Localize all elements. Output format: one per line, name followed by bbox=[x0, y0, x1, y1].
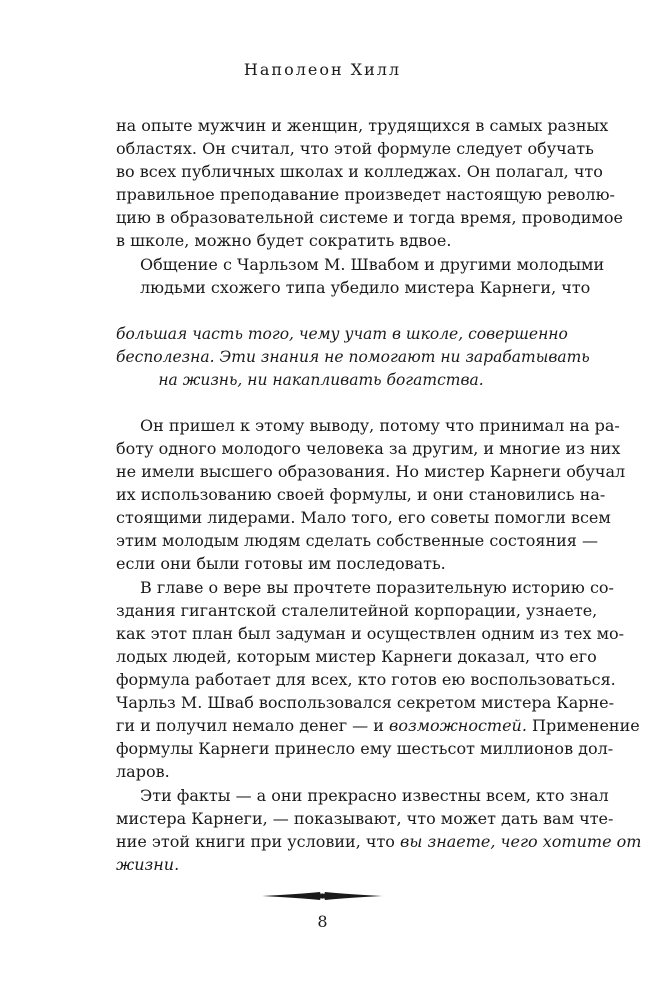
text-line bbox=[116, 853, 526, 876]
text-line: правильное преподавание произведет настоящую револю- bbox=[116, 185, 615, 204]
text-line bbox=[116, 830, 642, 853]
text-line: мистера Карнеги, — показывают, что может дать вам чте- bbox=[116, 809, 614, 828]
text-line: этим молодым людям сделать собственные состояния — bbox=[116, 531, 598, 550]
italic-run: вы знаете, чего хотите от bbox=[400, 832, 642, 851]
text-run: ги и получил немало денег — и bbox=[116, 716, 390, 735]
text-line: областях. Он считал, что этой формуле следует обучать bbox=[116, 139, 594, 158]
italic-run: возможностей. bbox=[389, 716, 527, 735]
text-line: В главе о вере вы прочтете поразительную историю со- bbox=[140, 578, 614, 597]
text-line: их использованию своей формулы, и они становились на- bbox=[116, 485, 606, 504]
page-number: 8 bbox=[317, 912, 328, 931]
quote-line: бесполезна. Эти знания не помогают ни зарабатывать bbox=[116, 348, 590, 366]
text-line: не имели высшего образования. Но мистер Карнеги обучал bbox=[116, 462, 626, 481]
text-line: здания гигантской сталелитейной корпорации, узнаете, bbox=[116, 601, 598, 620]
text-line: лодых людей, которым мистер Карнеги доказал, что его bbox=[116, 647, 597, 666]
text-line: на опыте мужчин и женщин, трудящихся в самых разных bbox=[116, 116, 609, 135]
text-line: формулы Карнеги принесло ему шестьсот миллионов дол- bbox=[116, 739, 614, 758]
text-run: ние этой книги при условии, что bbox=[116, 832, 401, 851]
text-line: Он пришел к этому выводу, потому что принимал на ра- bbox=[140, 416, 620, 435]
text-line: в школе, можно будет сократить вдвое. bbox=[116, 231, 452, 250]
text-line: ларов. bbox=[116, 762, 170, 781]
text-line: если они были готовы им последовать. bbox=[116, 554, 446, 573]
text-line: Чарльз М. Шваб воспользовался секретом мистера Карне- bbox=[116, 693, 615, 712]
quote-line: на жизнь, ни накапливать богатства. bbox=[158, 371, 484, 389]
text-line: стоящими лидерами. Мало того, его советы помогли всем bbox=[116, 508, 611, 527]
running-header: Наполеон Хилл bbox=[243, 60, 402, 79]
text-line: Общение с Чарльзом М. Швабом и другими молодыми bbox=[140, 255, 605, 274]
text-line: боту одного молодого человека за другим, и многие из них bbox=[116, 439, 621, 458]
text-line bbox=[116, 714, 640, 737]
text-line: Эти факты — а они прекрасно известны всем, кто знал bbox=[140, 786, 609, 805]
text-line: людьми схожего типа убедило мистера Карнеги, что bbox=[140, 278, 591, 297]
text-line: как этот план был задуман и осуществлен одним из тех мо- bbox=[116, 624, 625, 643]
text-line: во всех публичных школах и колледжах. Он полагал, что bbox=[116, 162, 603, 181]
quote-line: большая часть того, чему учат в школе, совершенно bbox=[116, 325, 568, 343]
text-run: Применение bbox=[526, 716, 640, 735]
italic-run: жизни. bbox=[116, 855, 180, 874]
ornament-divider bbox=[260, 890, 385, 902]
text-line: цию в образовательной системе и тогда время, проводимое bbox=[116, 208, 623, 227]
text-line: формула работает для всех, кто готов ею воспользоваться. bbox=[116, 670, 616, 689]
